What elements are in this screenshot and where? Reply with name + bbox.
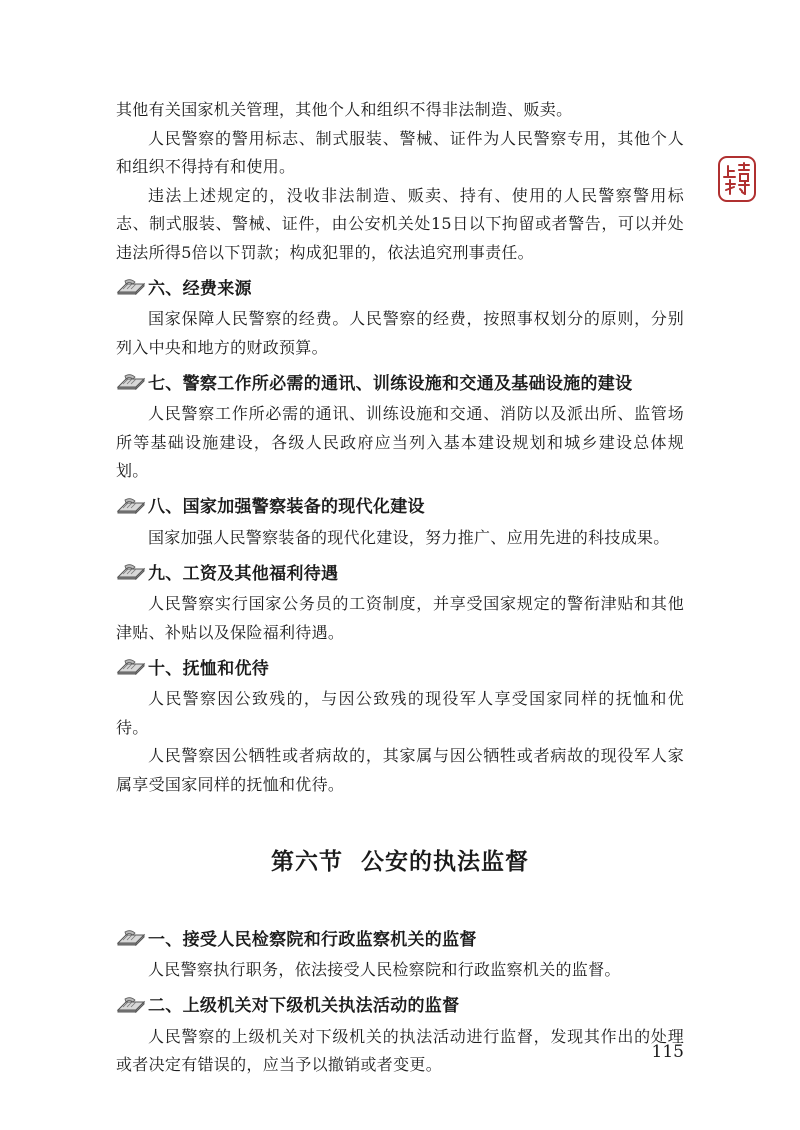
subsection-heading [116, 365, 684, 397]
subsection-heading [116, 270, 684, 302]
book-icon [116, 374, 146, 390]
subsection-heading [116, 650, 684, 682]
body-paragraph: 国家保障人民警察的经费。人民警察的经费，按照事权划分的原则，分别列入中央和地方的财政预算。 [116, 309, 684, 357]
subsection-heading-text: 一、接受人民检察院和行政监察机关的监督 [148, 929, 477, 950]
subsection-heading [116, 555, 684, 587]
subsection-heading-text: 六、经费来源 [148, 278, 252, 299]
subsection-heading-text: 十、抚恤和优待 [148, 658, 270, 679]
seal-stamp-icon [718, 156, 756, 202]
body-paragraph: 违法上述规定的，没收非法制造、贩卖、持有、使用的人民警察警用标志、制式服装、警械、证件，由公安机关处15日以下拘留或者警告，可以并处违法所得5倍以下罚款；构成犯罪的，依法追究刑事责任。 [116, 185, 684, 262]
book-icon [116, 930, 146, 946]
subsection-heading [116, 489, 684, 521]
body-paragraph: 人民警察的警用标志、制式服装、警械、证件为人民警察专用，其他个人和组织不得持有和使用。 [116, 128, 684, 176]
book-icon [116, 997, 146, 1013]
book-icon [116, 498, 146, 514]
body-paragraph: 人民警察实行国家公务员的工资制度，并享受国家规定的警衔津贴和其他津贴、补贴以及保险福利待遇。 [116, 594, 684, 642]
subsection-heading-text: 八、国家加强警察装备的现代化建设 [148, 497, 425, 517]
page-number: 115 [651, 1042, 684, 1062]
body-paragraph: 人民警察的上级机关对下级机关的执法活动进行监督，发现其作出的处理或者决定有错误的，应当予以撤销或者变更。 [116, 1026, 684, 1074]
subsection-heading-text: 九、工资及其他福利待遇 [148, 563, 339, 584]
page-content [116, 96, 684, 1080]
body-paragraph: 人民警察执行职务，依法接受人民检察院和行政监察机关的监督。 [148, 960, 621, 979]
body-paragraph: 国家加强人民警察装备的现代化建设，努力推广、应用先进的科技成果。 [148, 527, 670, 547]
body-paragraph: 人民警察因公牺牲或者病故的，其家属与因公牺牲或者病故的现役军人家属享受国家同样的抚恤和优待。 [116, 746, 684, 794]
body-paragraph: 其他有关国家机关管理，其他个人和组织不得非法制造、贩卖。 [116, 100, 573, 119]
body-paragraph: 人民警察工作所必需的通讯、训练设施和交通、消防以及派出所、监管场所等基础设施建设，各级人民政府应当列入基本建设规划和城乡建设总体规划。 [116, 404, 684, 480]
book-icon [116, 564, 146, 580]
section-title: 第六节 公安的执法监督 [270, 848, 529, 875]
book-icon [116, 659, 146, 675]
subsection-heading [116, 921, 684, 953]
subsection-heading-text: 二、上级机关对下级机关执法活动的监督 [148, 996, 460, 1016]
subsection-heading [116, 988, 684, 1020]
body-paragraph: 人民警察因公致残的，与因公致残的现役军人享受国家同样的抚恤和优待。 [116, 689, 684, 737]
subsection-heading-text: 七、警察工作所必需的通讯、训练设施和交通及基础设施的建设 [148, 373, 633, 394]
book-icon [116, 279, 146, 295]
